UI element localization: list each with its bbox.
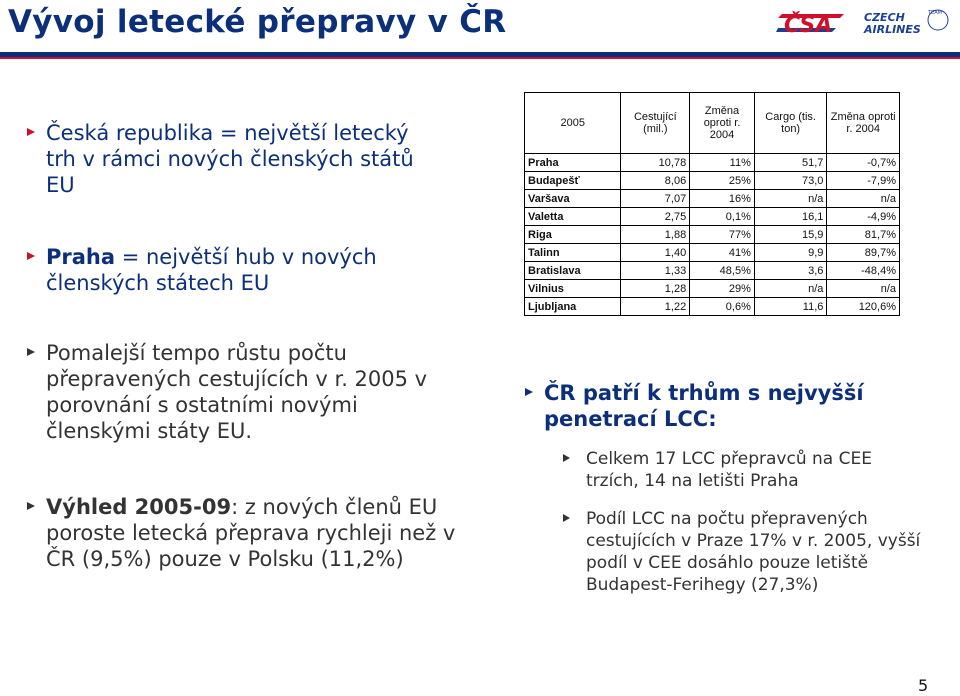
table-cell-value: 1,33 bbox=[621, 262, 690, 280]
table-cell-value: 73,0 bbox=[754, 172, 827, 190]
sub-bullet-lcc-count bbox=[562, 448, 902, 492]
table-cell-city: Valetta bbox=[525, 208, 621, 226]
table-cell-value: 25% bbox=[690, 172, 755, 190]
bullet-marker-icon bbox=[26, 347, 36, 357]
table-cell-value: 51,7 bbox=[754, 154, 827, 172]
sub-bullet-lcc-share bbox=[562, 508, 934, 596]
table-cell-value: 11% bbox=[690, 154, 755, 172]
page-number: 5 bbox=[918, 676, 929, 695]
table-cell-city: Ljubljana bbox=[525, 298, 621, 316]
table-cell-value: n/a bbox=[754, 190, 827, 208]
bullet-praha-lead: Praha bbox=[46, 245, 116, 269]
logo-czech: CZECH bbox=[864, 11, 905, 24]
table-cell-city: Bratislava bbox=[525, 262, 621, 280]
bullet-largest-market-text: Česká republika = největší letecký trh v rámci nových členských států EU bbox=[46, 121, 414, 197]
table-row bbox=[525, 208, 900, 226]
table-cell-value: -4,9% bbox=[827, 208, 900, 226]
sub-bullet-lcc-count-text: Celkem 17 LCC přepravců na CEE trzích, 14 na letišti Praha bbox=[586, 449, 872, 491]
sub-bullet-marker-icon bbox=[562, 514, 570, 522]
table-cell-value: n/a bbox=[827, 280, 900, 298]
slide-title: Vývoj letecké přepravy v ČR bbox=[8, 4, 507, 40]
table-cell-value: 15,9 bbox=[754, 226, 827, 244]
table-header-passenger-change: Změna oproti r. 2004 bbox=[690, 93, 755, 154]
table-cell-value: 10,78 bbox=[621, 154, 690, 172]
table-cell-value: 11,6 bbox=[754, 298, 827, 316]
bullet-outlook-rest: : z nových členů EU poroste letecká přeprava rychleji než v ČR (9,5%) pouze v Polsku (11,2%) bbox=[46, 495, 456, 571]
header-rule-red bbox=[0, 57, 960, 59]
table-cell-value: 2,75 bbox=[621, 208, 690, 226]
bullet-praha-rest: = největší hub v nových členských státech EU bbox=[46, 245, 377, 295]
logo-team-text: TEAM bbox=[928, 10, 942, 16]
bullet-lcc-penetration-text: ČR patří k trhům s nejvyšší penetrací LCC: bbox=[544, 381, 864, 431]
bullet-slower-growth-text: Pomalejší tempo růstu počtu přepravených cestujících v r. 2005 v porovnání s ostatními novými členskými státy EU. bbox=[46, 341, 428, 443]
table-cell-value: n/a bbox=[754, 280, 827, 298]
bullet-outlook bbox=[26, 494, 486, 572]
table-row bbox=[525, 154, 900, 172]
table-row bbox=[525, 172, 900, 190]
table-row bbox=[525, 262, 900, 280]
table-cell-city: Varšava bbox=[525, 190, 621, 208]
logo-brand: ČSA bbox=[784, 13, 833, 38]
table-cell-value: 81,7% bbox=[827, 226, 900, 244]
table-cell-value: -7,9% bbox=[827, 172, 900, 190]
table-row bbox=[525, 280, 900, 298]
passenger-cargo-table bbox=[524, 92, 900, 316]
table-header-year: 2005 bbox=[525, 93, 621, 154]
table-cell-value: 0,6% bbox=[690, 298, 755, 316]
sub-bullet-marker-icon bbox=[562, 454, 570, 462]
table-cell-city: Riga bbox=[525, 226, 621, 244]
logo-airlines: AIRLINES bbox=[864, 23, 921, 36]
table-header-passengers: Cestující (mil.) bbox=[621, 93, 690, 154]
table-cell-value: n/a bbox=[827, 190, 900, 208]
table-cell-value: 120,6% bbox=[827, 298, 900, 316]
bullet-lcc-penetration bbox=[524, 380, 924, 432]
table-cell-value: -48,4% bbox=[827, 262, 900, 280]
table-row bbox=[525, 244, 900, 262]
table-cell-city: Praha bbox=[525, 154, 621, 172]
table-cell-value: 3,6 bbox=[754, 262, 827, 280]
table-cell-value: 0,1% bbox=[690, 208, 755, 226]
csa-logo bbox=[776, 2, 952, 42]
table-header-cargo: Cargo (tis. ton) bbox=[754, 93, 827, 154]
bullet-marker-icon bbox=[26, 127, 36, 137]
table-cell-value: 1,28 bbox=[621, 280, 690, 298]
table-cell-value: 48,5% bbox=[690, 262, 755, 280]
table-cell-city: Vilnius bbox=[525, 280, 621, 298]
bullet-praha-hub bbox=[26, 244, 466, 296]
table-cell-value: 16,1 bbox=[754, 208, 827, 226]
table-cell-value: 1,40 bbox=[621, 244, 690, 262]
table-cell-value: 16% bbox=[690, 190, 755, 208]
table-cell-value: 1,22 bbox=[621, 298, 690, 316]
table-cell-value: 1,88 bbox=[621, 226, 690, 244]
table-cell-value: 29% bbox=[690, 280, 755, 298]
table-cell-value: 9,9 bbox=[754, 244, 827, 262]
table-cell-value: 77% bbox=[690, 226, 755, 244]
bullet-slower-growth bbox=[26, 340, 446, 444]
table-header-cargo-change: Změna oproti r. 2004 bbox=[827, 93, 900, 154]
bullet-outlook-lead: Výhled 2005-09 bbox=[46, 495, 232, 519]
table-cell-value: 8,06 bbox=[621, 172, 690, 190]
table-cell-value: 89,7% bbox=[827, 244, 900, 262]
table-cell-value: -0,7% bbox=[827, 154, 900, 172]
table-cell-value: 7,07 bbox=[621, 190, 690, 208]
table-cell-city: Budapešť bbox=[525, 172, 621, 190]
table-header-row bbox=[525, 93, 900, 154]
table-row bbox=[525, 298, 900, 316]
table-row bbox=[525, 226, 900, 244]
bullet-marker-icon bbox=[26, 251, 36, 261]
sub-bullet-lcc-share-text: Podíl LCC na počtu přepravených cestujících v Praze 17% v r. 2005, vyšší podíl v CEE dosáhlo pouze letiště Budapest-Ferihegy (27,3%) bbox=[586, 509, 921, 595]
table-cell-city: Talinn bbox=[525, 244, 621, 262]
bullet-marker-icon bbox=[524, 387, 534, 397]
table-cell-value: 41% bbox=[690, 244, 755, 262]
table-row bbox=[525, 190, 900, 208]
bullet-marker-icon bbox=[26, 501, 36, 511]
bullet-largest-market bbox=[26, 120, 426, 198]
